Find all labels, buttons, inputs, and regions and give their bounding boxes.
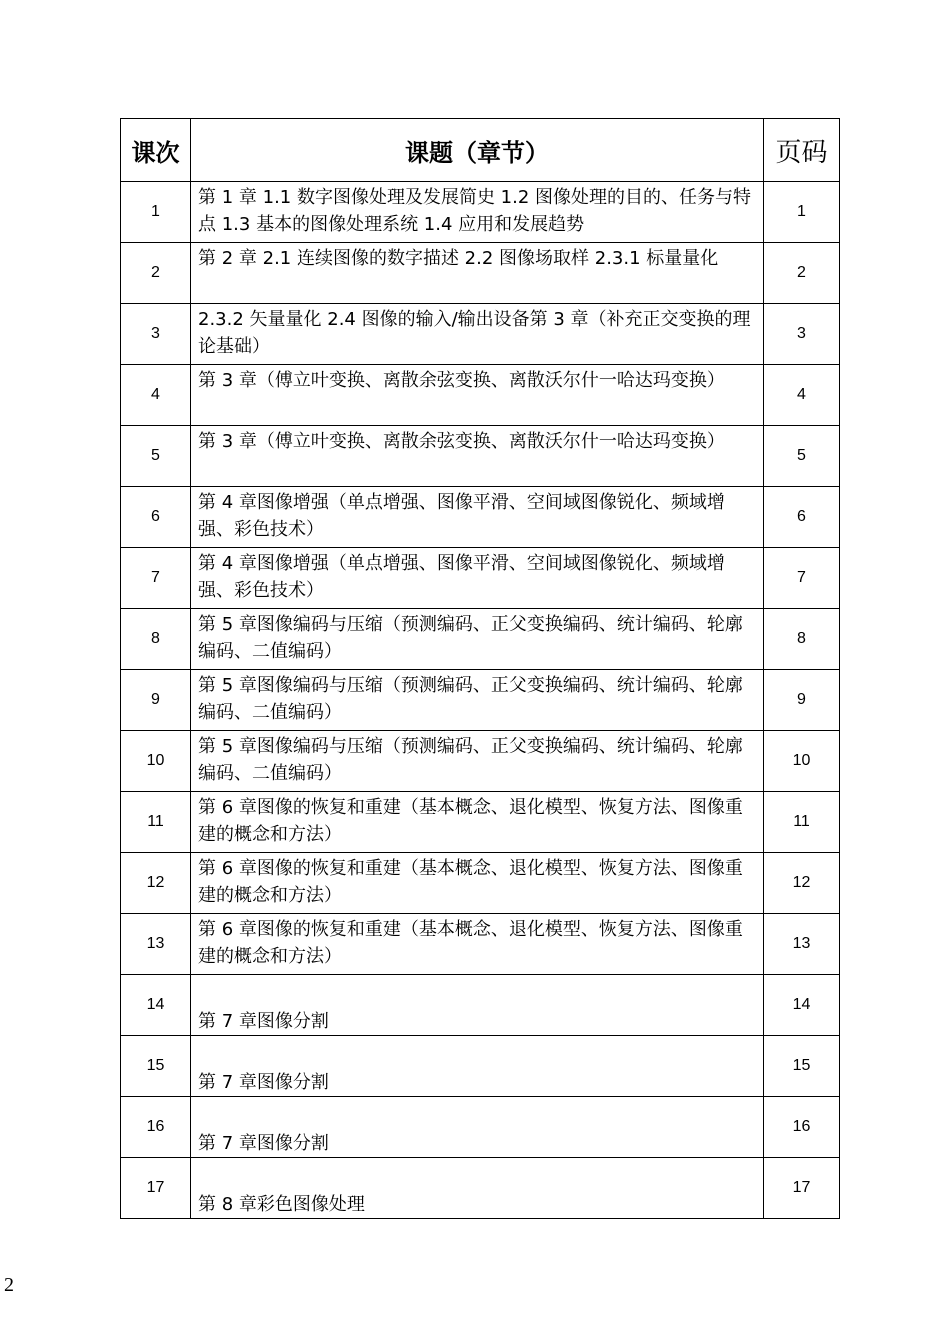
lesson-number: 3 xyxy=(121,304,191,365)
lesson-topic: 第 5 章图像编码与压缩（预测编码、正父变换编码、统计编码、轮廓编码、二值编码） xyxy=(191,609,764,670)
lesson-page: 3 xyxy=(764,304,840,365)
lesson-page: 10 xyxy=(764,731,840,792)
lesson-page: 2 xyxy=(764,243,840,304)
lesson-number: 13 xyxy=(121,914,191,975)
lesson-number: 7 xyxy=(121,548,191,609)
lesson-page: 12 xyxy=(764,853,840,914)
lesson-topic: 第 7 章图像分割 xyxy=(191,975,764,1036)
lesson-topic: 第 7 章图像分割 xyxy=(191,1036,764,1097)
lesson-number: 11 xyxy=(121,792,191,853)
table-row xyxy=(121,426,840,487)
lesson-number: 6 xyxy=(121,487,191,548)
lesson-page: 8 xyxy=(764,609,840,670)
lesson-topic: 第 1 章 1.1 数字图像处理及发展简史 1.2 图像处理的目的、任务与特点 1.3 基本的图像处理系统 1.4 应用和发展趋势 xyxy=(191,182,764,243)
lesson-topic: 第 6 章图像的恢复和重建（基本概念、退化模型、恢复方法、图像重建的概念和方法） xyxy=(191,792,764,853)
table-row xyxy=(121,243,840,304)
lesson-page: 14 xyxy=(764,975,840,1036)
table-row xyxy=(121,914,840,975)
table-row xyxy=(121,1158,840,1219)
lesson-number: 5 xyxy=(121,426,191,487)
table-row xyxy=(121,975,840,1036)
lesson-topic: 第 3 章（傅立叶变换、离散余弦变换、离散沃尔什一哈达玛变换） xyxy=(191,365,764,426)
lesson-page: 11 xyxy=(764,792,840,853)
lesson-number: 4 xyxy=(121,365,191,426)
lesson-number: 8 xyxy=(121,609,191,670)
lesson-number: 16 xyxy=(121,1097,191,1158)
lesson-topic: 第 3 章（傅立叶变换、离散余弦变换、离散沃尔什一哈达玛变换） xyxy=(191,426,764,487)
lesson-number: 17 xyxy=(121,1158,191,1219)
lesson-page: 6 xyxy=(764,487,840,548)
lesson-topic: 第 6 章图像的恢复和重建（基本概念、退化模型、恢复方法、图像重建的概念和方法） xyxy=(191,853,764,914)
table-row xyxy=(121,670,840,731)
header-topic: 课题（章节） xyxy=(191,119,764,182)
lesson-topic: 第 7 章图像分割 xyxy=(191,1097,764,1158)
lesson-page: 1 xyxy=(764,182,840,243)
lesson-number: 12 xyxy=(121,853,191,914)
lesson-topic: 第 2 章 2.1 连续图像的数字描述 2.2 图像场取样 2.3.1 标量量化 xyxy=(191,243,764,304)
page-number: 2 xyxy=(4,1274,14,1296)
lesson-number: 1 xyxy=(121,182,191,243)
lesson-page: 17 xyxy=(764,1158,840,1219)
table-body xyxy=(121,182,840,1219)
lesson-number: 9 xyxy=(121,670,191,731)
table-row xyxy=(121,792,840,853)
lesson-number: 2 xyxy=(121,243,191,304)
lesson-topic: 2.3.2 矢量量化 2.4 图像的输入/输出设备第 3 章（补充正交变换的理论基础） xyxy=(191,304,764,365)
lesson-number: 10 xyxy=(121,731,191,792)
lesson-topic: 第 8 章彩色图像处理 xyxy=(191,1158,764,1219)
table-row xyxy=(121,487,840,548)
lesson-topic: 第 4 章图像增强（单点增强、图像平滑、空间域图像锐化、频域增强、彩色技术） xyxy=(191,548,764,609)
lesson-number: 15 xyxy=(121,1036,191,1097)
table-row xyxy=(121,609,840,670)
header-lesson: 课次 xyxy=(121,119,191,182)
lesson-topic: 第 4 章图像增强（单点增强、图像平滑、空间域图像锐化、频域增强、彩色技术） xyxy=(191,487,764,548)
table-row xyxy=(121,853,840,914)
lesson-number: 14 xyxy=(121,975,191,1036)
table-row xyxy=(121,548,840,609)
lesson-page: 15 xyxy=(764,1036,840,1097)
table-row xyxy=(121,731,840,792)
header-page: 页码 xyxy=(764,119,840,182)
lesson-page: 9 xyxy=(764,670,840,731)
table-header-row xyxy=(121,119,840,182)
table-row xyxy=(121,1097,840,1158)
table-row xyxy=(121,1036,840,1097)
lesson-topic: 第 5 章图像编码与压缩（预测编码、正父变换编码、统计编码、轮廓编码、二值编码） xyxy=(191,731,764,792)
lesson-page: 4 xyxy=(764,365,840,426)
toc-table xyxy=(120,118,840,1219)
lesson-topic: 第 5 章图像编码与压缩（预测编码、正父变换编码、统计编码、轮廓编码、二值编码） xyxy=(191,670,764,731)
lesson-page: 5 xyxy=(764,426,840,487)
table-row xyxy=(121,182,840,243)
lesson-page: 7 xyxy=(764,548,840,609)
lesson-topic: 第 6 章图像的恢复和重建（基本概念、退化模型、恢复方法、图像重建的概念和方法） xyxy=(191,914,764,975)
table-row xyxy=(121,304,840,365)
lesson-page: 13 xyxy=(764,914,840,975)
lesson-page: 16 xyxy=(764,1097,840,1158)
table-row xyxy=(121,365,840,426)
